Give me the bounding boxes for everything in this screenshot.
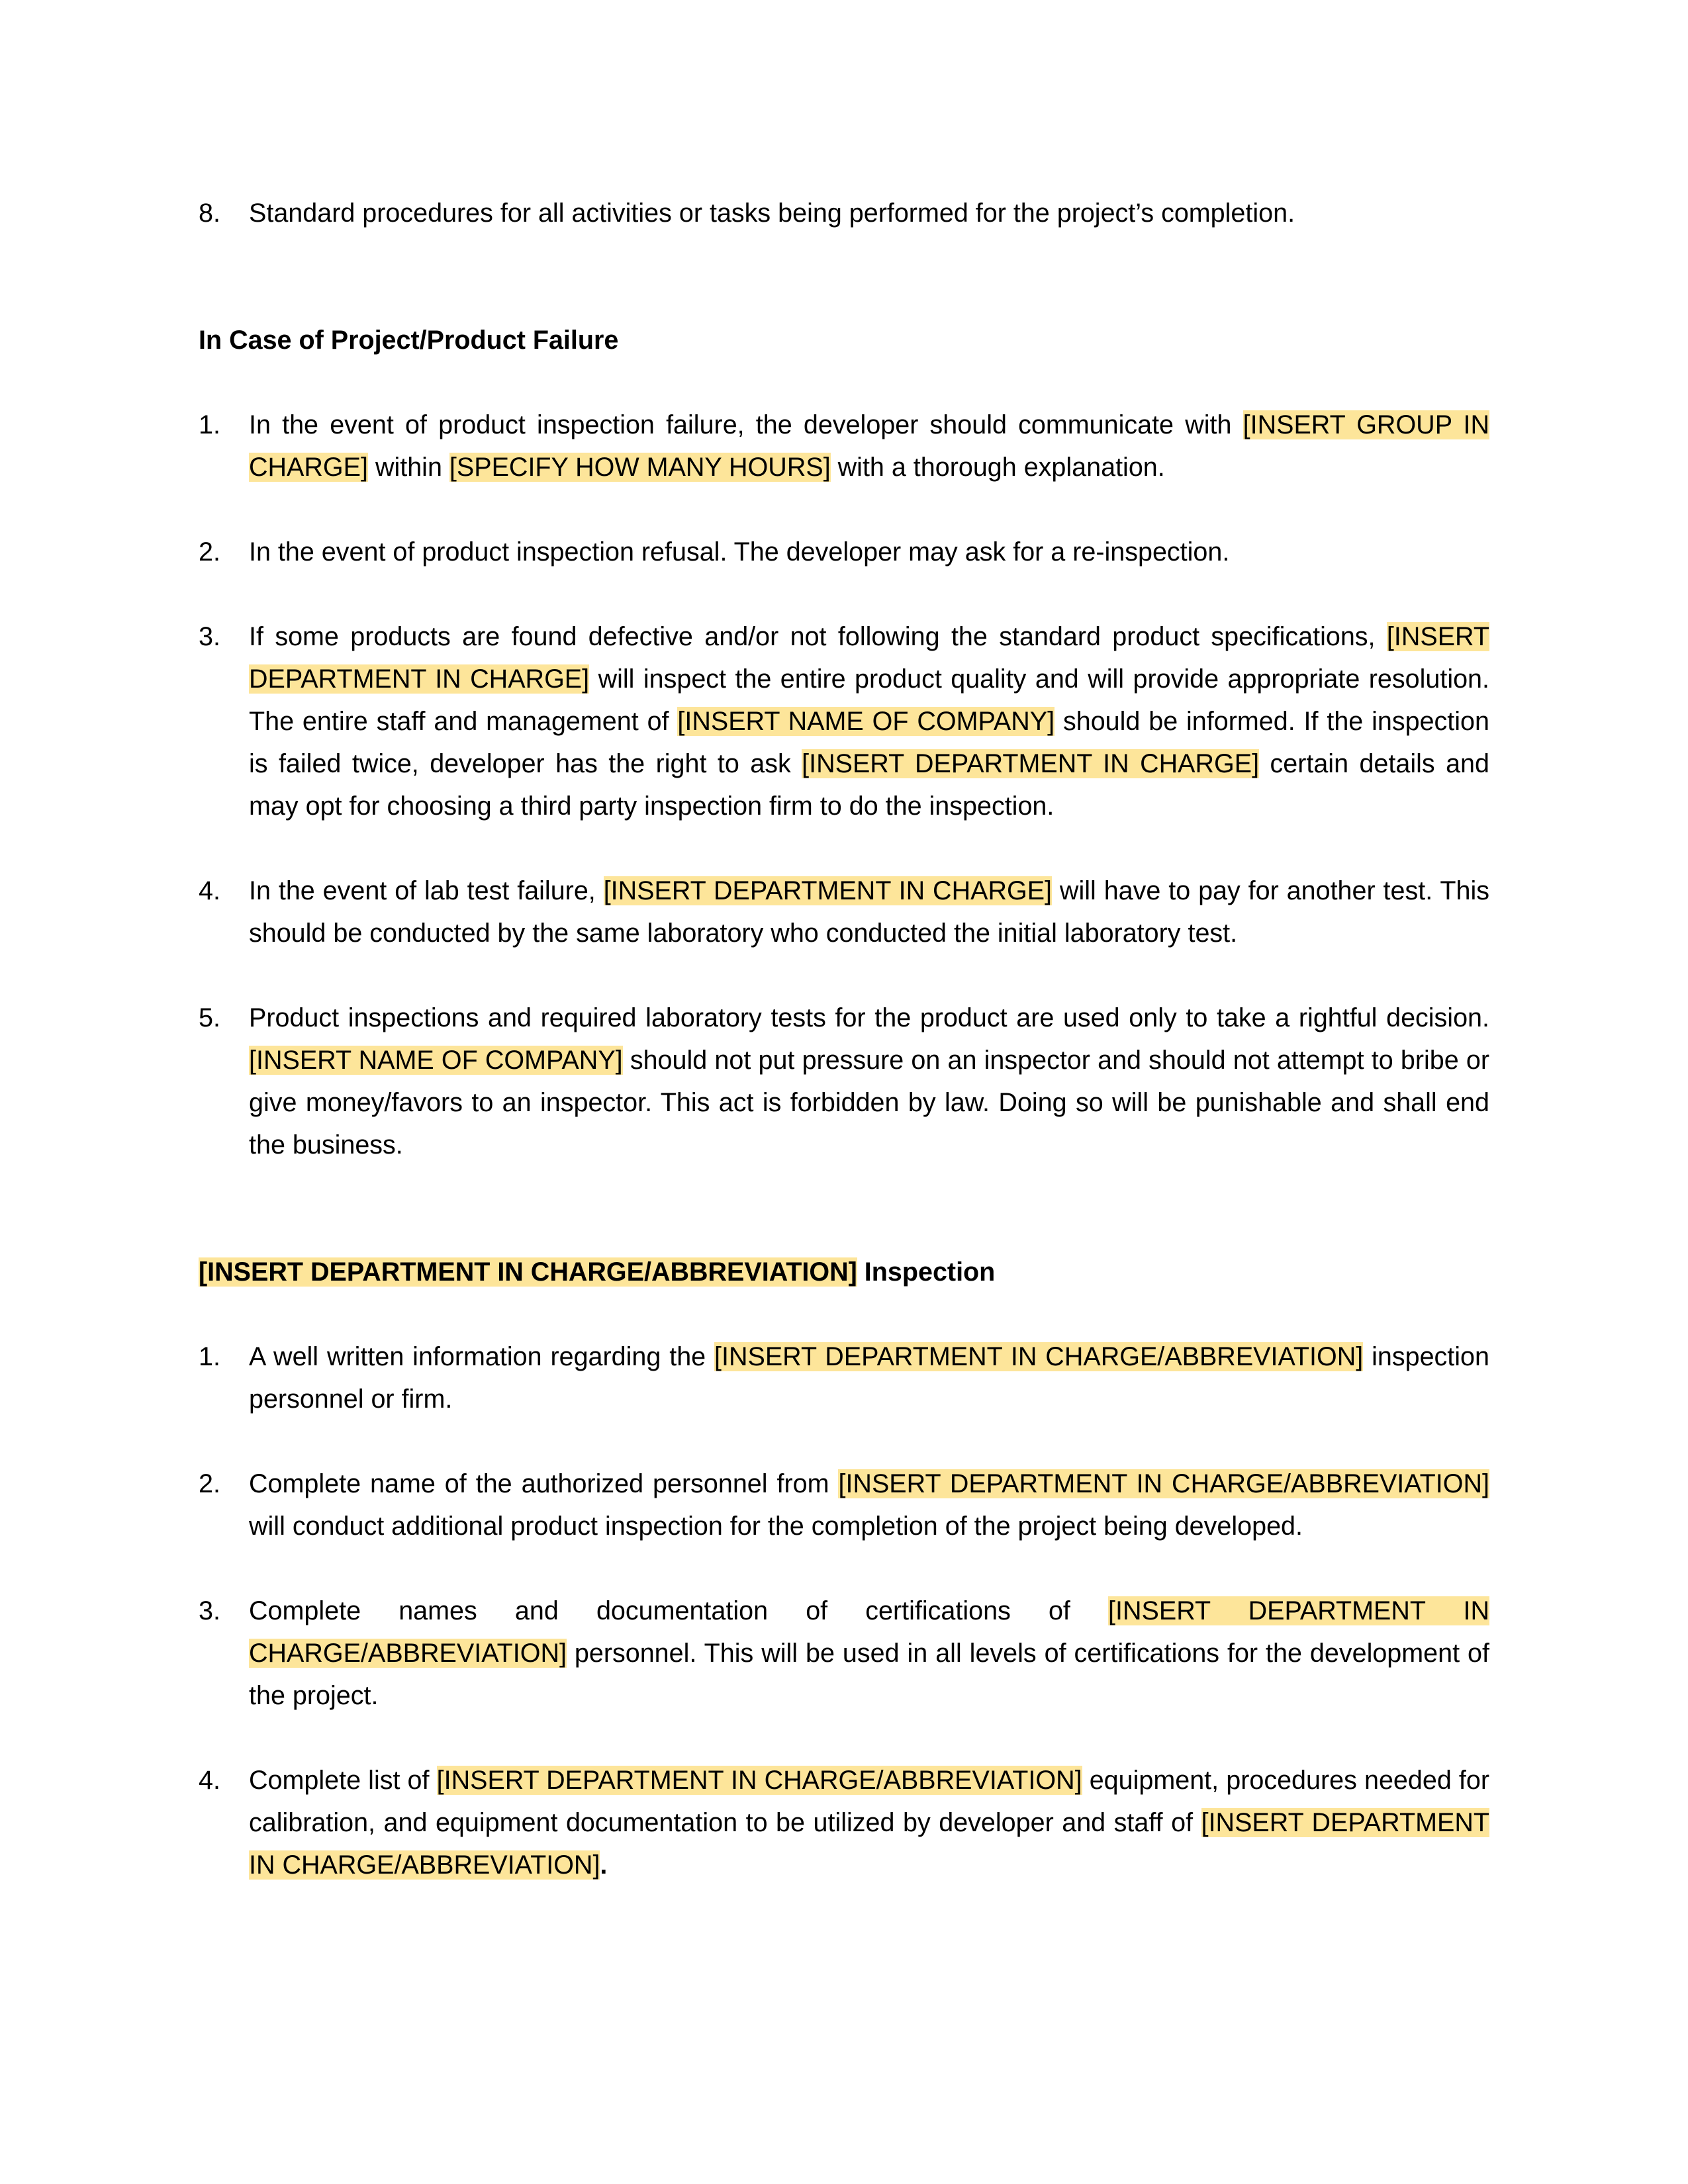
list-text bbox=[249, 1463, 1489, 1547]
list-item bbox=[199, 1590, 1489, 1717]
section-heading-inspection bbox=[199, 1251, 1489, 1293]
placeholder-highlight: [INSERT NAME OF COMPANY] bbox=[249, 1046, 623, 1075]
placeholder-highlight: [INSERT NAME OF COMPANY] bbox=[677, 707, 1055, 736]
text-run: equipment, procedures needed for calibration, and equipment documentation to be utilized by developer and staff of bbox=[249, 1766, 1489, 1837]
placeholder-highlight: [INSERT DEPARTMENT IN CHARGE/ABBREVIATION] bbox=[249, 1808, 1489, 1880]
document-page bbox=[199, 192, 1489, 1886]
list-number: 2. bbox=[199, 537, 220, 567]
list-item bbox=[199, 404, 1489, 488]
section-heading-failure: In Case of Project/Product Failure bbox=[199, 326, 619, 355]
text-run: certain details and may opt for choosing a third party inspection firm to do the inspection. bbox=[249, 749, 1489, 821]
text-run: should be informed. If the inspection is failed twice, developer has the right to ask bbox=[249, 707, 1489, 778]
list-number: 2. bbox=[199, 1469, 220, 1498]
list-text bbox=[249, 870, 1489, 954]
list-item bbox=[199, 870, 1489, 954]
placeholder-highlight: [SPECIFY HOW MANY HOURS] bbox=[449, 453, 831, 482]
placeholder-highlight: [INSERT DEPARTMENT IN CHARGE/ABBREVIATION] bbox=[714, 1342, 1364, 1371]
text-run: within bbox=[367, 453, 449, 482]
text-run: with a thorough explanation. bbox=[830, 453, 1165, 482]
text-run: should not put pressure on an inspector and should not attempt to bribe or give money/favors to an inspector. This act is forbidden by law. Doing so will be punishable and shall end the business. bbox=[249, 1046, 1489, 1160]
text-run: inspection personnel or firm. bbox=[249, 1342, 1489, 1414]
list-text bbox=[249, 615, 1489, 827]
list-text bbox=[249, 404, 1489, 488]
placeholder-highlight: [INSERT DEPARTMENT IN CHARGE/ABBREVIATION] bbox=[838, 1469, 1489, 1498]
list-item bbox=[199, 1759, 1489, 1886]
list-number: 4. bbox=[199, 876, 220, 905]
placeholder-highlight: [INSERT DEPARTMENT IN CHARGE] bbox=[603, 876, 1053, 905]
list-number: 1. bbox=[199, 410, 220, 439]
placeholder-highlight: [INSERT GROUP IN CHARGE] bbox=[249, 410, 1489, 482]
list-item bbox=[199, 531, 1489, 573]
text-run: If some products are found defective and/or not following the standard product specifications, bbox=[249, 622, 1387, 651]
placeholder-highlight: [INSERT DEPARTMENT IN CHARGE/ABBREVIATION] bbox=[436, 1766, 1082, 1795]
text-run: Complete names and documentation of certifications of bbox=[249, 1596, 1109, 1625]
text-run: In the event of lab test failure, bbox=[249, 876, 604, 905]
text-run: personnel. This will be used in all levels of certifications for the development of the project. bbox=[249, 1639, 1489, 1710]
list-number: 4. bbox=[199, 1766, 220, 1795]
list-item bbox=[199, 1336, 1489, 1420]
list-text bbox=[249, 1590, 1489, 1717]
text-run: Complete name of the authorized personnel from bbox=[249, 1469, 839, 1498]
list-number: 5. bbox=[199, 1003, 220, 1032]
list-number: 3. bbox=[199, 622, 220, 651]
list-number: 3. bbox=[199, 1596, 220, 1625]
list-text bbox=[249, 997, 1489, 1166]
list-number: 8. bbox=[199, 199, 220, 228]
text-run: will have to pay for another test. This should be conducted by the same laboratory who conducted the initial laboratory test. bbox=[249, 876, 1489, 948]
text-run: will conduct additional product inspection for the completion of the project being developed. bbox=[249, 1512, 1303, 1541]
list-item bbox=[199, 615, 1489, 827]
list-number: 1. bbox=[199, 1342, 220, 1371]
placeholder-highlight: [INSERT DEPARTMENT IN CHARGE] bbox=[249, 622, 1489, 694]
list-item bbox=[199, 997, 1489, 1166]
text-run: will inspect the entire product quality and will provide appropriate resolution. The entire staff and management of bbox=[249, 664, 1490, 736]
list-text bbox=[249, 1759, 1489, 1886]
text-run: In the event of product inspection failure, the developer should communicate with bbox=[249, 410, 1243, 439]
placeholder-highlight: [INSERT DEPARTMENT IN CHARGE/ABBREVIATION] bbox=[199, 1257, 857, 1287]
placeholder-highlight: [INSERT DEPARTMENT IN CHARGE/ABBREVIATION] bbox=[249, 1596, 1489, 1668]
list-text bbox=[249, 1336, 1489, 1420]
heading-suffix: Inspection bbox=[857, 1257, 996, 1287]
text-run: Complete list of bbox=[249, 1766, 437, 1795]
placeholder-highlight: [INSERT DEPARTMENT IN CHARGE] bbox=[802, 749, 1260, 778]
list-item bbox=[199, 1463, 1489, 1547]
list-text: Standard procedures for all activities or tasks being performed for the project’s completion. bbox=[249, 199, 1295, 228]
list-text: In the event of product inspection refusal. The developer may ask for a re-inspection. bbox=[249, 537, 1230, 567]
text-run: . bbox=[600, 1850, 608, 1880]
text-run: A well written information regarding the bbox=[249, 1342, 715, 1371]
text-run: Product inspections and required laboratory tests for the product are used only to take a rightful decision. bbox=[249, 1003, 1489, 1032]
list-item bbox=[199, 192, 1489, 234]
